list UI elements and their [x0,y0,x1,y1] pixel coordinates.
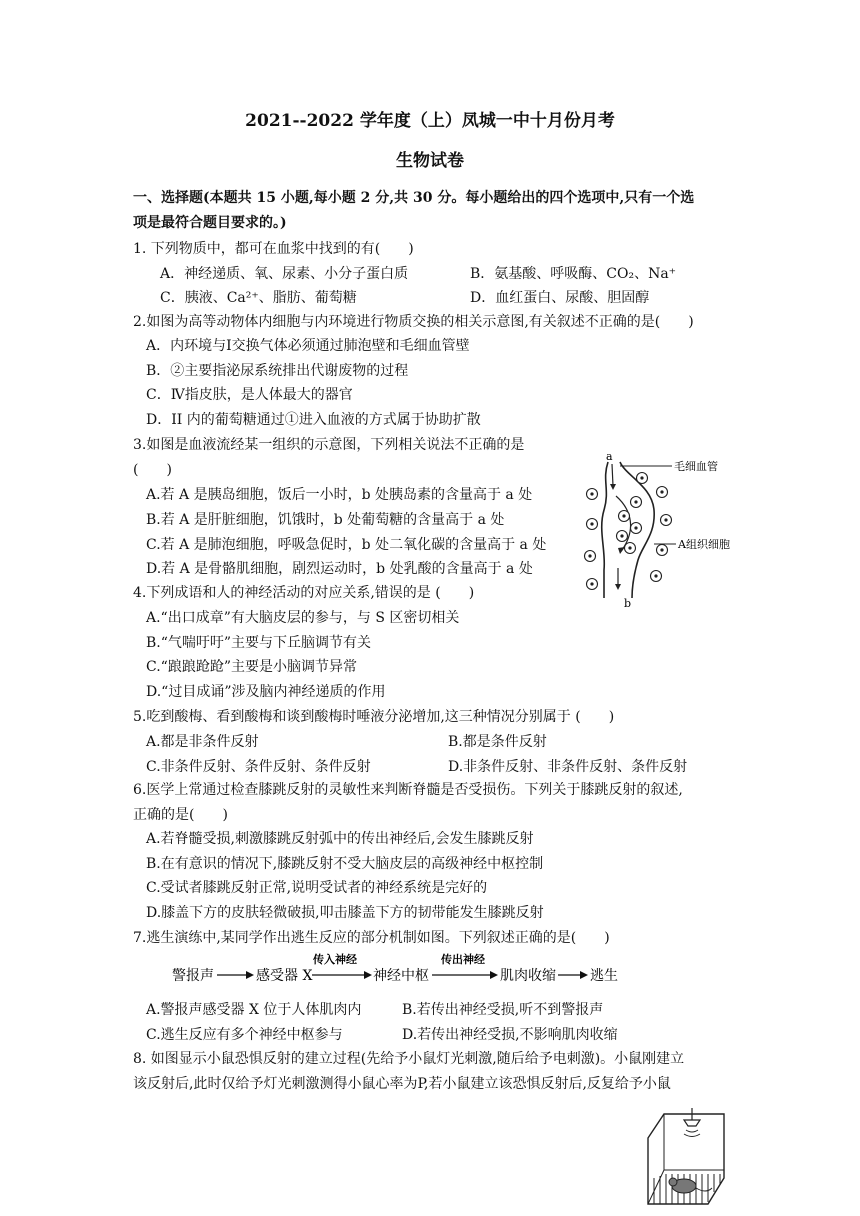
q7-option-b: B.若传出神经受损,听不到警报声 [402,1002,604,1018]
light-rays-icon [684,1130,700,1137]
label-a: a [606,450,613,463]
q1-stem: 1. 下列物质中，都可在血浆中找到的有( ) [133,241,414,257]
flow-node-center: 神经中枢 [373,968,429,984]
mouse-cage-diagram [640,1108,730,1216]
flow-node-alarm: 警报声 [172,968,214,984]
q6-option-b: B.在有意识的情况下,膝跳反射不受大脑皮层的高级神经中枢控制 [146,856,544,872]
flow-label-afferent: 传入神经 [313,953,357,966]
flow-node-muscle: 肌肉收缩 [500,968,556,984]
q6-stem-line1: 6.医学上常通过检查膝跳反射的灵敏性来判断脊髓是否受损伤。下列关于膝跳反射的叙述, [133,782,683,798]
flow-arrowhead-3 [490,971,498,979]
cell-nuclei [588,476,667,585]
q3-option-c: C.若 A 是肺泡细胞，呼吸急促时，b 处二氧化碳的含量高于 a 处 [146,537,547,553]
q4-option-b: B.“气喘吁吁”主要与下丘脑调节有关 [146,635,372,651]
escape-reflex-flow-diagram [170,950,670,990]
q2-option-d: D．II 内的葡萄糖通过①进入血液的方式属于协助扩散 [146,412,481,428]
cage-edge [648,1170,664,1204]
exam-title: 2021--2022 学年度（上）凤城一中十月份月考 [245,111,615,131]
q7-option-c: C.逃生反应有多个神经中枢参与 [146,1027,343,1043]
flow-arrowhead-4 [580,971,588,979]
q2-stem: 2.如图为高等动物体内细胞与内环境进行物质交换的相关示意图,有关叙述不正确的是( ) [133,314,694,330]
q5-option-a: A.都是非条件反射 [146,734,259,750]
label-tissue-cells: A组织细胞 [678,538,730,551]
capillary-tissue-diagram [580,450,760,610]
q3-option-b: B.若 A 是肝脏细胞，饥饿时，b 处葡萄糖的含量高于 a 处 [146,512,505,528]
q8-stem-line2: 该反射后,此时仅给予灯光刺激测得小鼠心率为P,若小鼠建立该恐惧反射后,反复给予小鼠 [133,1076,671,1092]
q6-option-c: C.受试者膝跳反射正常,说明受试者的神经系统是完好的 [146,880,488,896]
q1-option-c: C．胰液、Ca²⁺、脂肪、葡萄糖 [160,290,357,306]
q7-option-d: D.若传出神经受损,不影响肌肉收缩 [402,1027,618,1043]
label-b: b [624,597,632,610]
exam-subtitle: 生物试卷 [396,151,464,171]
section-heading-line2: 项是最符合题目要求的。) [133,215,287,231]
q5-option-b: B.都是条件反射 [448,734,547,750]
flow-arrow-in [612,464,613,486]
flow-arrowhead-out [615,584,621,590]
q4-option-d: D.“过目成诵”涉及脑内神经递质的作用 [146,684,386,700]
flow-node-escape: 逃生 [590,968,618,984]
flow-arrowhead-2 [364,971,372,979]
flow-arrowhead-middle [618,547,625,554]
q7-option-a: A.警报声感受器 X 位于人体肌肉内 [146,1002,362,1018]
flow-node-receptor: 感受器 X [256,968,313,984]
label-capillary: 毛细血管 [674,460,718,473]
q4-stem: 4.下列成语和人的神经活动的对应关系,错误的是 ( ) [133,585,475,601]
q8-stem-line1: 8. 如图显示小鼠恐惧反射的建立过程(先给予小鼠灯光刺激,随后给予电刺激)。小鼠刚建立 [133,1051,685,1067]
q5-stem: 5.吃到酸梅、看到酸梅和谈到酸梅时唾液分泌增加,这三种情况分别属于 ( ) [133,709,615,725]
flow-arrowhead-in [610,484,616,490]
q5-option-d: D.非条件反射、非条件反射、条件反射 [448,759,688,775]
tissue-cells [585,473,672,590]
q4-option-a: A.“出口成章”有大脑皮层的参与，与 S 区密切相关 [146,610,460,626]
q1-option-b: B．氨基酸、呼吸酶、CO₂、Na⁺ [470,266,677,282]
q3-answer-paren: ( ) [133,462,172,478]
section-heading-line1: 一、选择题(本题共 15 小题,每小题 2 分,共 30 分。每小题给出的四个选项中,只有一个选 [133,190,695,206]
q1-option-d: D．血红蛋白、尿酸、胆固醇 [470,290,650,306]
q2-option-b: B．②主要指泌尿系统排出代谢废物的过程 [146,363,409,379]
q6-option-d: D.膝盖下方的皮肤轻微破损,叩击膝盖下方的韧带能发生膝跳反射 [146,905,544,921]
mouse-tail-icon [696,1188,712,1191]
q5-option-c: C.非条件反射、条件反射、条件反射 [146,759,371,775]
q6-stem-line2: 正确的是( ) [133,807,228,823]
q3-stem: 3.如图是血液流经某一组织的示意图，下列相关说法不正确的是 [133,437,525,453]
q1-option-a: A．神经递质、氧、尿素、小分子蛋白质 [160,266,409,282]
flow-arrowhead-1 [246,971,254,979]
q2-option-c: C．Ⅳ指皮肤，是人体最大的器官 [146,387,353,403]
flow-label-efferent: 传出神经 [441,953,485,966]
q6-option-a: A.若脊髓受损,刺激膝跳反射弧中的传出神经后,会发生膝跳反射 [146,831,534,847]
q3-option-a: A.若 A 是胰岛细胞，饭后一小时，b 处胰岛素的含量高于 a 处 [146,487,533,503]
q4-option-c: C.“踉踉跄跄”主要是小脑调节异常 [146,659,357,675]
q7-stem: 7.逃生演练中,某同学作出逃生反应的部分机制如图。下列叙述正确的是( ) [133,930,610,946]
q2-option-a: A．内环境与Ⅰ交换气体必须通过肺泡壁和毛细血管壁 [146,338,470,354]
lamp-icon [684,1120,700,1126]
q3-option-d: D.若 A 是骨骼肌细胞，剧烈运动时，b 处乳酸的含量高于 a 处 [146,561,533,577]
capillary-wall-left [602,462,608,598]
mouse-head-icon [669,1178,677,1186]
